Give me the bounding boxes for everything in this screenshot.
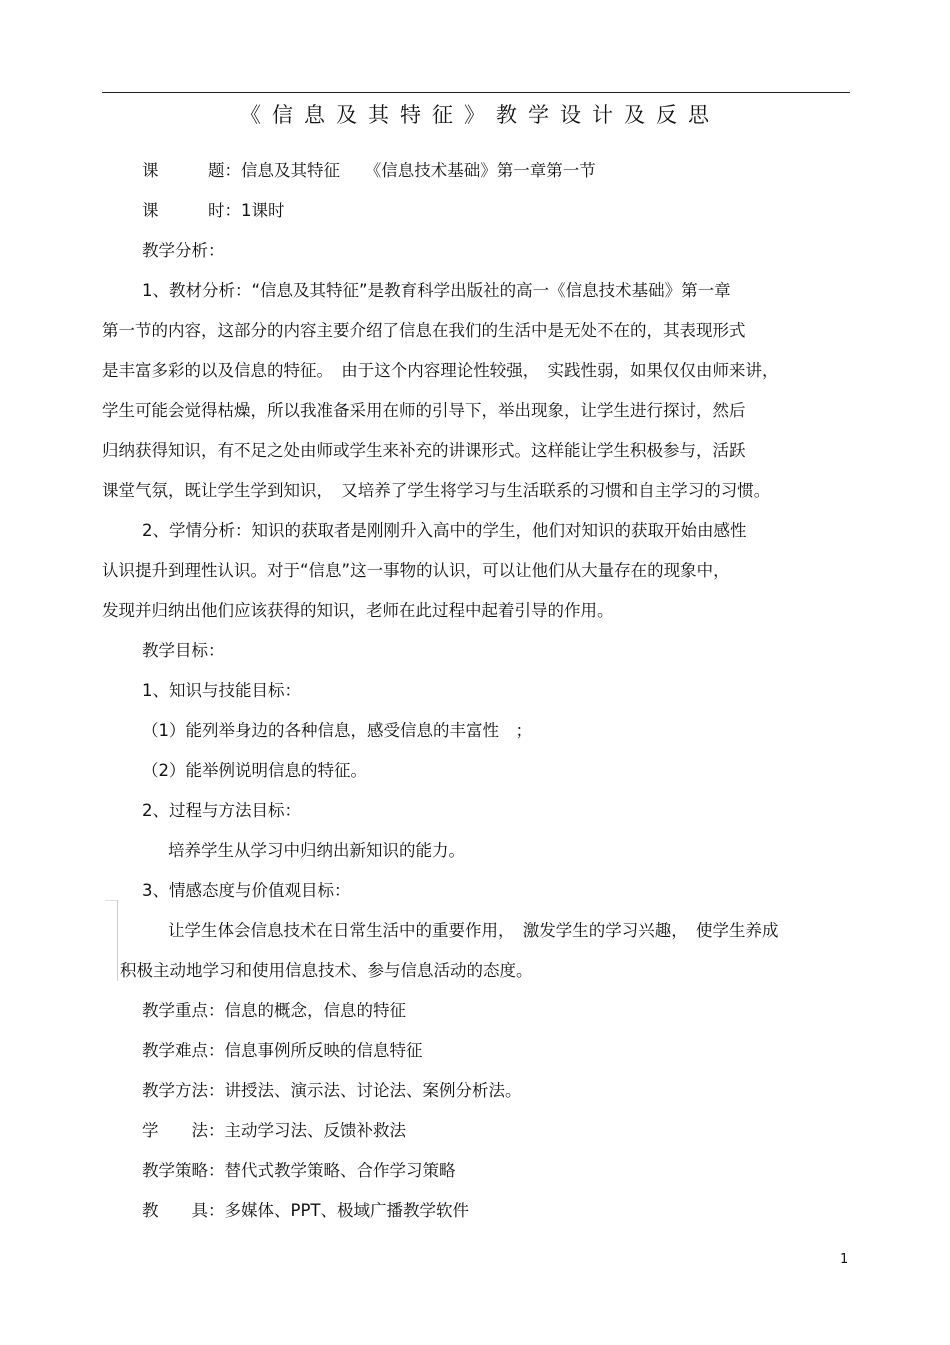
paragraph-line: 学生可能会觉得枯燥，所以我准备采用在师的引导下，举出现象，让学生进行探讨，然后 <box>102 401 746 420</box>
goal-item: 2、过程与方法目标： <box>142 801 301 820</box>
learning-methods-line: 学 法：主动学习法、反馈补救法 <box>142 1121 406 1140</box>
paragraph-line: 第一节的内容，这部分的内容主要介绍了信息在我们的生活中是无处不在的，其表现形式 <box>102 321 746 340</box>
teaching-strategy-line: 教学策略：替代式教学策略、合作学习策略 <box>142 1161 456 1180</box>
paragraph-line: 发现并归纳出他们应该获得的知识，老师在此过程中起着引导的作用。 <box>102 601 614 620</box>
paragraph-line: 归纳获得知识，有不足之处由师或学生来补充的讲课形式。这样能让学生积极参与，活跃 <box>102 441 746 460</box>
paragraph-line: 是丰富多彩的以及信息的特征。 由于这个内容理论性较强， 实践性弱，如果仅仅由师来讲， <box>102 361 779 380</box>
goal-subitem: 培养学生从学习中归纳出新知识的能力。 <box>168 841 465 860</box>
teaching-tools-line: 教 具：多媒体、PPT、极域广播教学软件 <box>142 1201 469 1220</box>
top-rule <box>102 92 850 93</box>
document-title: 《信息及其特征》教学设计及反思 <box>240 103 720 127</box>
margin-mark <box>105 900 118 981</box>
goal-subitem: （2）能举例说明信息的特征。 <box>142 761 367 780</box>
paragraph-line: 让学生体会信息技术在日常生活中的重要作用， 激发学生的学习兴趣， 使学生养成 <box>168 921 779 940</box>
paragraph-line: 2、学情分析：知识的获取者是刚刚升入高中的学生，他们对知识的获取开始由感性 <box>142 521 747 540</box>
teaching-goals-heading: 教学目标： <box>142 641 225 660</box>
teaching-analysis-heading: 教学分析： <box>142 241 225 260</box>
lesson-hours-line: 课 时：1课时 <box>142 201 285 220</box>
goal-item: 1、知识与技能目标： <box>142 681 301 700</box>
goal-item: 3、情感态度与价值观目标： <box>142 881 351 900</box>
paragraph-line: 1、教材分析：“信息及其特征”是教育科学出版社的高一《信息技术基础》第一章 <box>142 281 731 300</box>
goal-subitem: （1）能列举身边的各种信息，感受信息的丰富性 ； <box>142 721 532 740</box>
difficulties-line: 教学难点：信息事例所反映的信息特征 <box>142 1041 423 1060</box>
lesson-topic-line: 课 题：信息及其特征 《信息技术基础》第一章第一节 <box>142 161 596 180</box>
teaching-methods-line: 教学方法：讲授法、演示法、讨论法、案例分析法。 <box>142 1081 522 1100</box>
paragraph-line: 课堂气氛，既让学生学到知识， 又培养了学生将学习与生活联系的习惯和自主学习的习惯。 <box>102 481 771 500</box>
key-points-line: 教学重点：信息的概念，信息的特征 <box>142 1001 406 1020</box>
paragraph-line: 认识提升到理性认识。对于“信息”这一事物的认识，可以让他们从大量存在的现象中， <box>102 561 730 580</box>
page-number: 1 <box>840 1252 849 1267</box>
paragraph-line: 积极主动地学习和使用信息技术、参与信息活动的态度。 <box>120 961 533 980</box>
